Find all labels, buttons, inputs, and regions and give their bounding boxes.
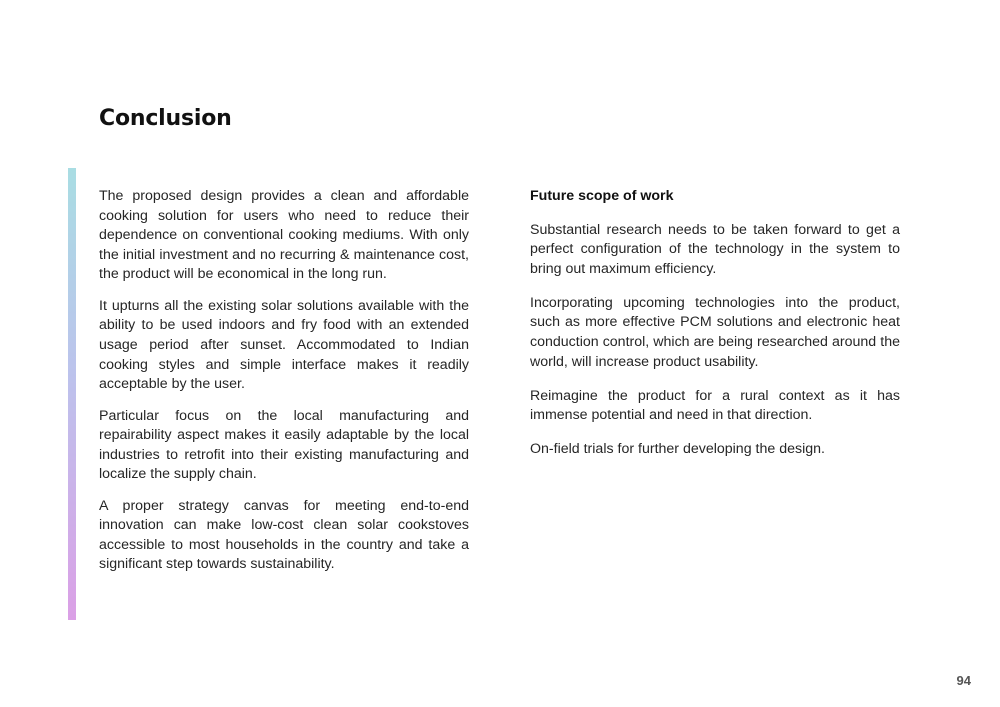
future-scope-column — [530, 187, 900, 474]
future-scope-paragraph: Incorporating upcoming technologies into the product, such as more effective PCM solutions and electronic heat conduction control, which are being researched around the world, will increase product usability. — [530, 294, 900, 370]
page-title: Conclusion — [99, 106, 232, 131]
future-scope-heading: Future scope of work — [530, 188, 674, 204]
page-number: 94 — [956, 673, 971, 688]
conclusion-paragraph: It upturns all the existing solar solutions available with the ability to be used indoors and fry food with an extended usage period after sunset. Accommodated to Indian cooking styles and simple interface makes it readily acceptable by the user. — [99, 297, 469, 393]
future-scope-paragraph: On-field trials for further developing the design. — [530, 441, 825, 458]
conclusion-paragraph: Particular focus on the local manufacturing and repairability aspect makes it easily adaptable by the local industries to retrofit into their existing manufacturing and localize the supply chain. — [99, 407, 469, 483]
future-scope-paragraph: Reimagine the product for a rural context as it has immense potential and need in that direction. — [530, 387, 900, 424]
conclusion-column — [99, 187, 469, 587]
conclusion-paragraph: The proposed design provides a clean and affordable cooking solution for users who need to reduce their dependence on conventional cooking mediums. With only the initial investment and no recurring & maintenance cost, the product will be economical in the long run. — [99, 188, 469, 283]
conclusion-paragraph: A proper strategy canvas for meeting end-to-end innovation can make low-cost clean solar cookstoves accessible to most households in the country and take a significant step towards sustainability. — [99, 497, 469, 573]
accent-bar — [68, 168, 76, 620]
future-scope-paragraph: Substantial research needs to be taken forward to get a perfect configuration of the technology in the system to bring out maximum efficiency. — [530, 221, 900, 277]
